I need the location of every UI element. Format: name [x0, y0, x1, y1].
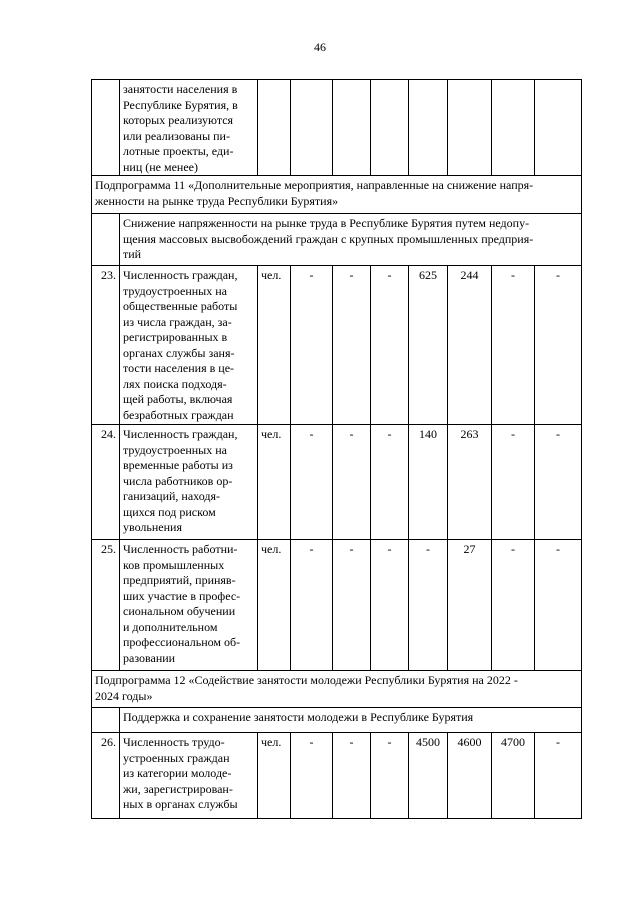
num-cell — [92, 80, 120, 176]
value-cell: - — [333, 266, 371, 425]
value-cell: 4700 — [492, 733, 535, 819]
goal-11-row — [92, 214, 582, 266]
unit-cell: чел. — [258, 733, 291, 819]
table-row — [92, 425, 582, 540]
value-cell: 263 — [448, 425, 492, 540]
unit-cell: чел. — [258, 425, 291, 540]
page-number: 46 — [314, 40, 326, 54]
value-cell: 625 — [409, 266, 448, 425]
unit-cell: чел. — [258, 266, 291, 425]
value-cell: - — [333, 733, 371, 819]
value-cell: - — [492, 266, 535, 425]
subprogram-11-row — [92, 176, 582, 214]
value-cell: - — [333, 540, 371, 671]
indicator-description: Численность граждан, трудоустроенных на временные работы из числа работников ор- ганизаций, находя- щихся под риском увольнения — [120, 425, 258, 540]
value-cell: 4600 — [448, 733, 492, 819]
row-number: 24. — [92, 425, 120, 540]
value-cell: - — [492, 540, 535, 671]
value-cell: - — [371, 540, 409, 671]
goal-12-text: Поддержка и сохранение занятости молодежи в Республике Бурятия — [120, 708, 582, 733]
indicator-description: занятости населения в Республике Бурятия, в которых реализуются или реализованы пи- лотные проекты, еди- ниц (не менее) — [120, 80, 258, 176]
value-cell: - — [409, 540, 448, 671]
value-cell: - — [291, 733, 333, 819]
value-cell: 140 — [409, 425, 448, 540]
value-cell: - — [371, 425, 409, 540]
table-row — [92, 266, 582, 425]
row-number: 26. — [92, 733, 120, 819]
unit-cell: чел. — [258, 540, 291, 671]
value-cell: - — [371, 733, 409, 819]
indicator-description: Численность трудо- устроенных граждан из категории молоде- жи, зарегистрирован- ных в органах службы — [120, 733, 258, 819]
value-cell: - — [535, 733, 582, 819]
subprogram-11-title: Подпрограмма 11 «Дополнительные мероприятия, направленные на снижение напря- женности на рынке труда Республики Бурятия» — [92, 176, 582, 214]
value-cell: - — [535, 425, 582, 540]
value-cell: - — [291, 266, 333, 425]
table-row — [92, 540, 582, 671]
table-row-continued — [92, 80, 582, 176]
value-cell: - — [492, 425, 535, 540]
value-cell: 244 — [448, 266, 492, 425]
indicator-description: Численность работни- ков промышленных предприятий, приняв- ших участие в профес- сиональном обучении и дополнительном профессиональном об- разовании — [120, 540, 258, 671]
table-row — [92, 733, 582, 819]
subprogram-12-row — [92, 671, 582, 708]
value-cell: 4500 — [409, 733, 448, 819]
goal-11-text: Снижение напряженности на рынке труда в Республике Бурятия путем недопу- щения массовых высвобождений граждан с крупных промышленных предприя- тий — [120, 214, 582, 266]
value-cell: - — [291, 540, 333, 671]
subprogram-12-title: Подпрограмма 12 «Содействие занятости молодежи Республики Бурятия на 2022 - 2024 годы» — [92, 671, 582, 708]
value-cell: - — [333, 425, 371, 540]
value-cell: - — [371, 266, 409, 425]
row-number: 23. — [92, 266, 120, 425]
row-number: 25. — [92, 540, 120, 671]
value-cell: - — [535, 540, 582, 671]
value-cell: - — [535, 266, 582, 425]
value-cell: 27 — [448, 540, 492, 671]
value-cell: - — [291, 425, 333, 540]
indicators-table — [91, 79, 582, 819]
indicator-description: Численность граждан, трудоустроенных на общественные работы из числа граждан, за- регистрированных в органах службы заня- тости населения в це- лях поиска подходя- щей работы, включая безработных граждан — [120, 266, 258, 425]
goal-12-row — [92, 708, 582, 733]
